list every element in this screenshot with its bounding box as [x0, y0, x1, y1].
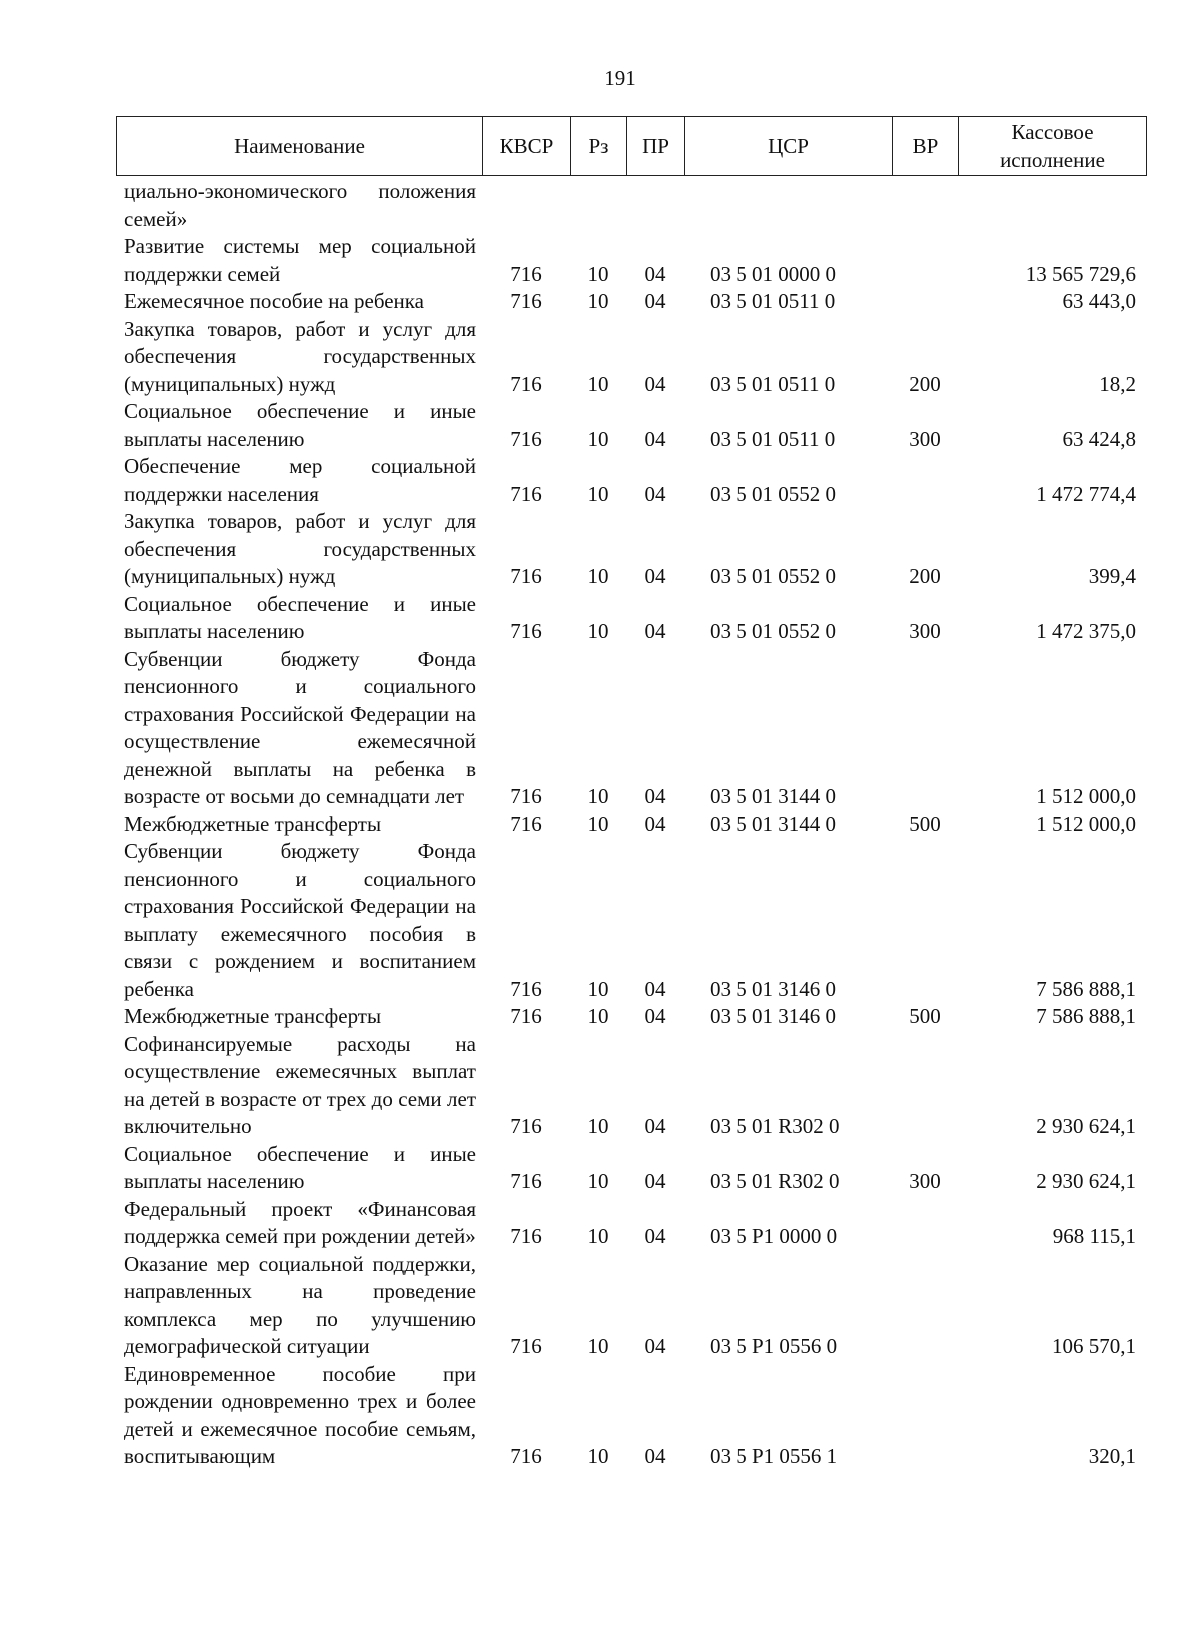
row-name-cell: Единовременное пособие при рождении одновременно трех и более детей и ежемесячное пособие семьям, воспитывающим	[124, 1361, 476, 1468]
row-pr-cell: 04	[644, 481, 666, 506]
row-csr-cell: 03 5 01 R302 0	[710, 1169, 840, 1193]
row-cash-execution-cell: 1 512 000,0	[1036, 784, 1136, 808]
row-csr-cell: 03 5 01 3144 0	[710, 784, 836, 808]
row-kvsr-cell: 716	[510, 811, 542, 836]
row-pr-cell: 04	[644, 564, 666, 588]
table-row	[116, 398, 1146, 453]
row-pr-cell: 04	[644, 1334, 666, 1358]
row-cash-execution-cell: 399,4	[1088, 564, 1136, 588]
row-rz-cell: 10	[587, 976, 609, 1001]
table-header	[116, 116, 1147, 176]
table-row	[116, 838, 1146, 1003]
row-kvsr-cell: 716	[510, 619, 542, 643]
row-kvsr-cell: 716	[510, 1224, 542, 1248]
row-pr-cell: 04	[644, 976, 666, 1001]
row-name-cell: Софинансируемые расходы на осуществление ежемесячных выплат на детей в возрасте от трех до семи лет включительно	[124, 1031, 476, 1138]
table-row	[116, 1251, 1146, 1361]
row-vr-cell: 300	[909, 619, 941, 643]
row-cash-execution-cell: 968 115,1	[1052, 1224, 1136, 1248]
row-vr-cell	[892, 233, 958, 288]
row-vr-cell: 300	[909, 426, 941, 451]
row-kvsr-cell: 716	[510, 564, 542, 588]
row-name-cell: Федеральный проект «Финансовая поддержка семей при рождении детей»	[124, 1196, 476, 1248]
row-kvsr-cell: 716	[510, 289, 542, 313]
row-cash-execution-cell: 106 570,1	[1052, 1334, 1136, 1358]
table-row	[116, 453, 1146, 508]
row-kvsr-cell: 716	[510, 371, 542, 396]
table-row	[116, 1031, 1146, 1141]
row-rz-cell: 10	[587, 371, 609, 396]
row-name-cell: Социальное обеспечение и иные выплаты населению	[124, 399, 476, 451]
row-cash-execution-cell: 7 586 888,1	[1036, 1004, 1136, 1028]
row-cash-execution-cell: 320,1	[1088, 1444, 1136, 1468]
row-name-cell: циально-экономического положения семей»	[124, 179, 476, 231]
header-name: Наименование	[117, 117, 483, 176]
table-row	[116, 316, 1146, 399]
row-pr-cell: 04	[644, 261, 666, 286]
row-name-cell: Ежемесячное пособие на ребенка	[124, 289, 424, 313]
row-pr-cell: 04	[644, 1224, 666, 1248]
row-name-cell: Межбюджетные трансферты	[124, 811, 382, 836]
row-kvsr-cell: 716	[510, 976, 542, 1001]
row-vr-cell: 200	[909, 564, 941, 588]
row-vr-cell	[892, 1031, 958, 1141]
row-pr-cell: 04	[644, 811, 666, 836]
row-kvsr-cell	[482, 178, 570, 233]
row-vr-cell	[892, 1251, 958, 1361]
row-vr-cell	[892, 838, 958, 1003]
row-vr-cell	[892, 288, 958, 316]
row-cash-execution-cell: 7 586 888,1	[1036, 976, 1136, 1001]
table-row	[116, 508, 1146, 591]
row-csr-cell: 03 5 01 3144 0	[710, 811, 836, 836]
table-row	[116, 1196, 1146, 1251]
budget-table-body	[116, 178, 1146, 1471]
row-vr-cell: 500	[909, 1004, 941, 1028]
row-csr-cell: 03 5 01 0511 0	[710, 371, 836, 396]
row-csr-cell: 03 5 01 0552 0	[710, 564, 836, 588]
table-row	[116, 1003, 1146, 1031]
row-cash-execution-cell: 1 512 000,0	[1036, 811, 1136, 836]
row-vr-cell	[892, 1361, 958, 1471]
table-row	[116, 591, 1146, 646]
row-kvsr-cell: 716	[510, 261, 542, 286]
row-rz-cell: 10	[587, 784, 609, 808]
row-csr-cell: 03 5 01 0000 0	[710, 261, 836, 286]
row-kvsr-cell: 716	[510, 1334, 542, 1358]
row-csr-cell	[684, 178, 892, 233]
row-kvsr-cell: 716	[510, 481, 542, 506]
row-rz-cell: 10	[587, 1169, 609, 1193]
row-kvsr-cell: 716	[510, 1444, 542, 1468]
row-pr-cell: 04	[644, 619, 666, 643]
row-cash-execution-cell: 2 930 624,1	[1036, 1169, 1136, 1193]
row-kvsr-cell: 716	[510, 1169, 542, 1193]
row-cash-execution-cell: 13 565 729,6	[1025, 261, 1136, 286]
row-rz-cell: 10	[587, 261, 609, 286]
header-csr: ЦСР	[685, 117, 893, 176]
header-pr: ПР	[627, 117, 685, 176]
row-pr-cell: 04	[644, 289, 666, 313]
row-rz-cell: 10	[587, 619, 609, 643]
table-row	[116, 646, 1146, 811]
row-name-cell: Субвенции бюджету Фонда пенсионного и социального страхования Российской Федерации на осуществление ежемесячной денежной выплаты на ребенка в возрасте от восьми до семнадцати лет	[124, 646, 476, 808]
page-number: 191	[604, 66, 636, 90]
row-name-cell: Обеспечение мер социальной поддержки населения	[124, 454, 476, 506]
row-vr-cell	[892, 178, 958, 233]
row-name-cell: Закупка товаров, работ и услуг для обеспечения государственных (муниципальных) нужд	[124, 316, 476, 396]
row-kvsr-cell: 716	[510, 784, 542, 808]
row-csr-cell: 03 5 01 0552 0	[710, 481, 836, 506]
row-vr-cell: 300	[909, 1169, 941, 1193]
row-csr-cell: 03 5 Р1 0556 0	[710, 1334, 838, 1358]
row-cash-execution-cell: 63 443,0	[1062, 289, 1136, 313]
row-rz-cell: 10	[587, 1004, 609, 1028]
header-cash-execution-line1: Кассовое	[1011, 120, 1094, 144]
row-vr-cell	[892, 646, 958, 811]
row-rz-cell: 10	[587, 1444, 609, 1468]
row-pr-cell: 04	[644, 1169, 666, 1193]
header-vr: ВР	[893, 117, 959, 176]
header-kvsr: КВСР	[483, 117, 571, 176]
row-rz-cell: 10	[587, 289, 609, 313]
row-cash-execution-cell: 2 930 624,1	[1036, 1114, 1136, 1138]
row-vr-cell: 200	[909, 371, 941, 396]
row-name-cell: Развитие системы мер социальной поддержки семей	[124, 234, 476, 286]
row-rz-cell: 10	[587, 426, 609, 451]
table-row	[116, 233, 1146, 288]
row-csr-cell: 03 5 Р1 0000 0	[710, 1224, 838, 1248]
row-name-cell: Закупка товаров, работ и услуг для обеспечения государственных (муниципальных) нужд	[124, 509, 476, 588]
row-csr-cell: 03 5 01 3146 0	[710, 1004, 836, 1028]
row-cash-execution-cell	[958, 178, 1146, 233]
row-csr-cell: 03 5 01 3146 0	[710, 976, 836, 1001]
row-pr-cell: 04	[644, 426, 666, 451]
row-rz-cell	[570, 178, 626, 233]
row-pr-cell: 04	[644, 784, 666, 808]
row-csr-cell: 03 5 Р1 0556 1	[710, 1444, 838, 1468]
header-cash-execution-line2: исполнение	[1000, 148, 1105, 172]
header-rz: Рз	[571, 117, 627, 176]
row-kvsr-cell: 716	[510, 1114, 542, 1138]
table-row	[116, 178, 1146, 233]
row-csr-cell: 03 5 01 0552 0	[710, 619, 836, 643]
row-cash-execution-cell: 63 424,8	[1062, 426, 1136, 451]
row-kvsr-cell: 716	[510, 1004, 542, 1028]
row-csr-cell: 03 5 01 0511 0	[710, 426, 836, 451]
row-rz-cell: 10	[587, 1114, 609, 1138]
row-pr-cell: 04	[644, 1444, 666, 1468]
table-row	[116, 1361, 1146, 1471]
row-name-cell: Межбюджетные трансферты	[124, 1004, 382, 1028]
row-cash-execution-cell: 1 472 375,0	[1036, 619, 1136, 643]
table-row	[116, 1141, 1146, 1196]
row-rz-cell: 10	[587, 811, 609, 836]
table-row	[116, 811, 1146, 839]
row-rz-cell: 10	[587, 564, 609, 588]
row-name-cell: Оказание мер социальной поддержки, направленных на проведение комплекса мер по улучшению демографической ситуации	[124, 1251, 476, 1358]
row-cash-execution-cell: 18,2	[1099, 371, 1136, 396]
row-rz-cell: 10	[587, 1334, 609, 1358]
row-vr-cell: 500	[909, 811, 941, 836]
row-name-cell: Социальное обеспечение и иные выплаты населению	[124, 591, 476, 643]
row-pr-cell: 04	[644, 1004, 666, 1028]
row-vr-cell	[892, 1196, 958, 1251]
row-pr-cell: 04	[644, 1114, 666, 1138]
row-name-cell: Социальное обеспечение и иные выплаты населению	[124, 1141, 476, 1193]
row-rz-cell: 10	[587, 1224, 609, 1248]
row-kvsr-cell: 716	[510, 426, 542, 451]
row-pr-cell: 04	[644, 371, 666, 396]
row-rz-cell: 10	[587, 481, 609, 506]
row-vr-cell	[892, 453, 958, 508]
row-csr-cell: 03 5 01 R302 0	[710, 1114, 840, 1138]
row-cash-execution-cell: 1 472 774,4	[1036, 481, 1136, 506]
row-name-cell: Субвенции бюджету Фонда пенсионного и социального страхования Российской Федерации на выплату ежемесячного пособия в связи с рождением и воспитанием ребенка	[124, 839, 476, 1001]
row-pr-cell	[626, 178, 684, 233]
table-row	[116, 288, 1146, 316]
row-csr-cell: 03 5 01 0511 0	[710, 289, 836, 313]
header-cash-execution	[959, 117, 1147, 176]
